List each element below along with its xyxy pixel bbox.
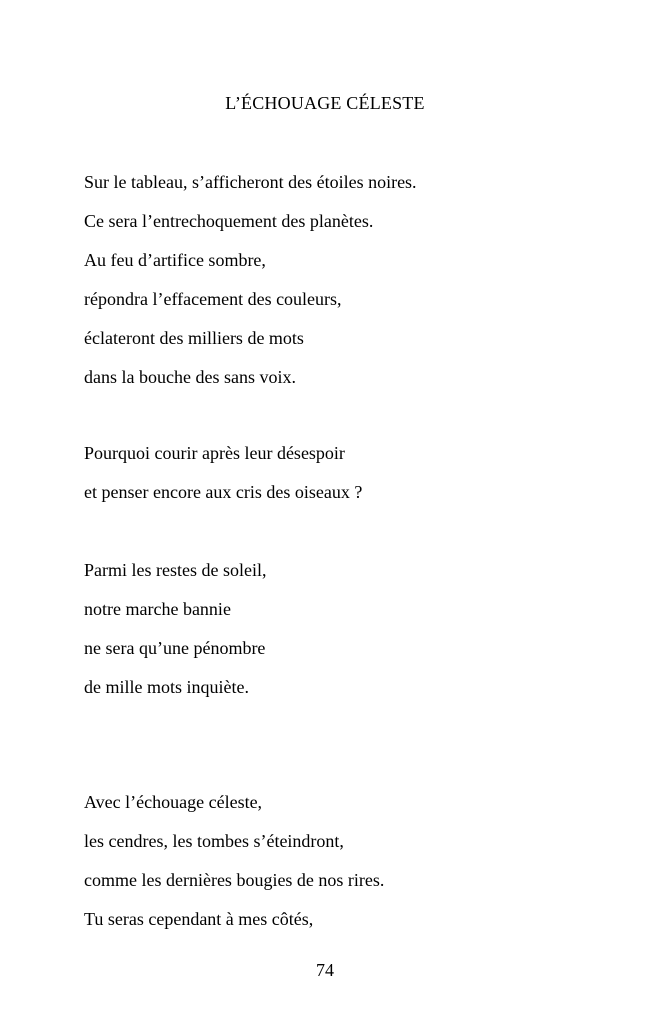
poem-line: et penser encore aux cris des oiseaux ? <box>84 482 363 502</box>
poem-line: ne sera qu’une pénombre <box>84 638 266 658</box>
poem-line: Tu seras cependant à mes côtés, <box>84 909 314 929</box>
poem-line: Au feu d’artifice sombre, <box>84 250 266 270</box>
poem-line: Pourquoi courir après leur désespoir <box>84 443 345 463</box>
poem-line: Ce sera l’entrechoquement des planètes. <box>84 211 374 231</box>
poem-line: Sur le tableau, s’afficheront des étoiles noires. <box>84 172 417 192</box>
poem-line: de mille mots inquiète. <box>84 677 249 697</box>
poem-line: Parmi les restes de soleil, <box>84 560 267 580</box>
poem-line: répondra l’effacement des couleurs, <box>84 289 342 309</box>
poem-line: dans la bouche des sans voix. <box>84 367 296 387</box>
poem-line: notre marche bannie <box>84 599 231 619</box>
poem-title: L’ÉCHOUAGE CÉLESTE <box>225 93 425 113</box>
poem-line: éclateront des milliers de mots <box>84 328 304 348</box>
poem-line: les cendres, les tombes s’éteindront, <box>84 831 344 851</box>
page-number: 74 <box>316 960 334 980</box>
poem-line: comme les dernières bougies de nos rires. <box>84 870 385 890</box>
poem-line: Avec l’échouage céleste, <box>84 792 263 812</box>
